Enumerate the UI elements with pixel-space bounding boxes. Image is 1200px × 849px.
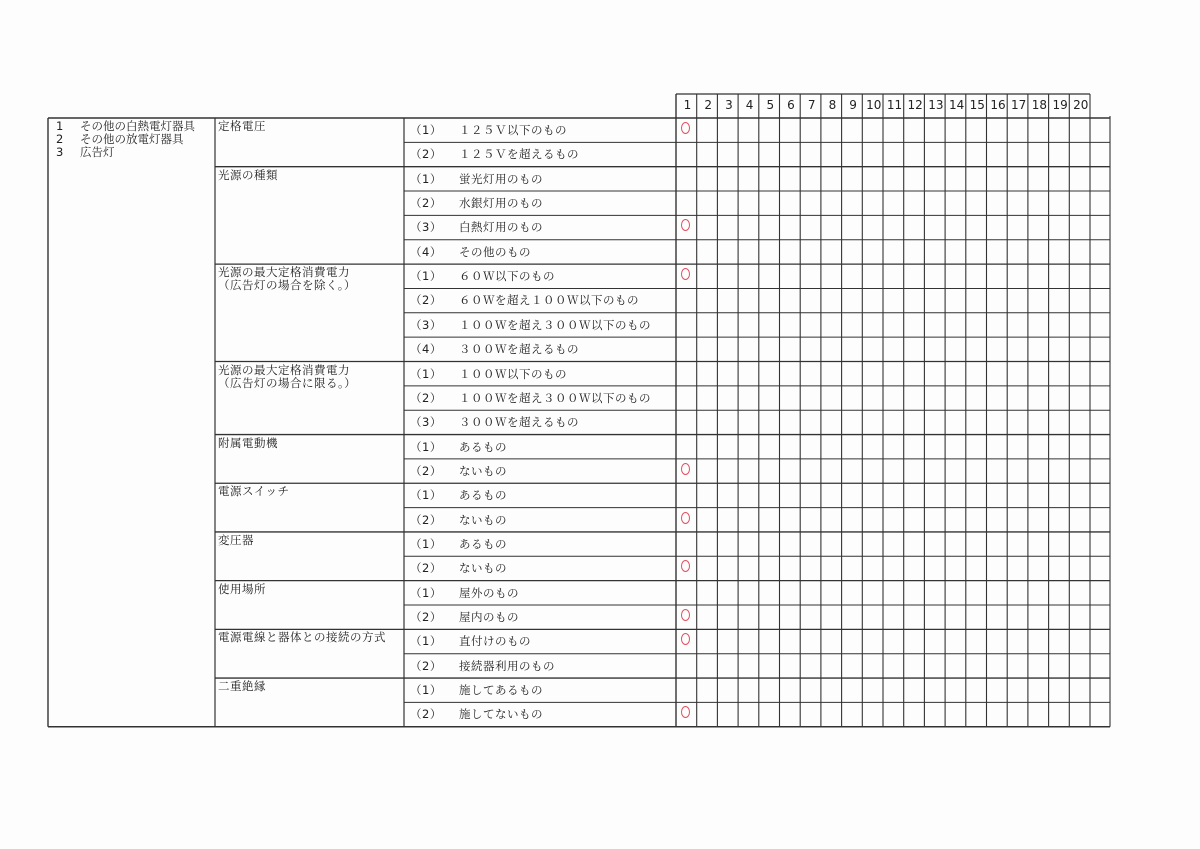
option-text: あるもの (459, 488, 507, 503)
option-code: （4） (410, 244, 442, 259)
attribute-name: 変圧器 (218, 532, 254, 547)
option-text: 屋内のもの (459, 610, 519, 624)
attribute-name: 光源の最大定格消費電力 (218, 362, 350, 377)
category-number: 3 (56, 145, 64, 159)
option-text: 施してあるもの (459, 683, 543, 698)
check-circle-mark (681, 122, 690, 134)
column-number: 6 (787, 98, 795, 112)
option-text: 接続器利用のもの (459, 658, 555, 673)
column-number: 18 (1031, 98, 1048, 112)
check-circle-mark (681, 268, 690, 280)
attribute-name: 電源スイッチ (218, 484, 290, 499)
option-text: １００Ｗ以下のもの (459, 366, 567, 381)
option-code: （2） (410, 658, 442, 673)
check-circle-mark (681, 609, 690, 621)
option-text: その他のもの (459, 244, 531, 259)
column-number: 19 (1052, 98, 1068, 112)
column-number: 20 (1073, 98, 1089, 112)
option-text: あるもの (459, 536, 507, 551)
attribute-name: 使用場所 (218, 581, 266, 596)
option-code: （2） (410, 610, 442, 624)
category-text: その他の放電灯器具 (80, 132, 184, 146)
option-code: （2） (410, 196, 442, 211)
attribute-name: 二重絶縁 (218, 679, 266, 694)
option-code: （2） (410, 293, 442, 308)
column-number: 10 (866, 98, 882, 112)
option-text: ３００Ｗを超えるもの (459, 415, 579, 430)
option-code: （2） (410, 463, 442, 478)
column-number: 1 (683, 98, 692, 112)
column-number: 11 (886, 98, 903, 112)
column-number: 3 (725, 98, 733, 112)
option-code: （1） (410, 488, 442, 503)
column-number: 14 (948, 98, 965, 112)
attribute-name: （広告灯の場合を除く。） (218, 278, 357, 293)
option-code: （1） (410, 439, 442, 454)
column-number: 2 (704, 98, 712, 112)
option-text: 屋外のもの (459, 585, 519, 600)
column-number: 5 (766, 98, 775, 112)
option-text: 白熱灯用のもの (459, 220, 543, 235)
option-text: ６０Ｗを超え１００Ｗ以下のもの (459, 293, 639, 308)
option-text: １２５Ｖ以下のもの (459, 123, 567, 137)
option-code: （3） (410, 317, 442, 332)
option-code: （1） (410, 269, 442, 284)
category-text: 広告灯 (80, 145, 115, 159)
option-text: ６０Ｗ以下のもの (459, 269, 555, 284)
category-number: 2 (56, 132, 64, 146)
attribute-name: 電源電線と器体との接続の方式 (218, 630, 386, 645)
option-text: 蛍光灯用のもの (459, 171, 543, 186)
column-number: 8 (828, 98, 837, 112)
option-text: ないもの (459, 512, 507, 527)
option-code: （2） (410, 561, 442, 576)
attribute-name: 附属電動機 (218, 435, 278, 450)
attribute-name: 光源の最大定格消費電力 (218, 265, 350, 280)
column-number: 7 (807, 98, 816, 112)
option-code: （2） (410, 390, 442, 405)
option-text: １２５Ｖを超えるもの (459, 147, 579, 162)
column-number: 13 (928, 98, 944, 112)
option-code: （1） (410, 171, 442, 186)
attribute-name: 光源の種類 (218, 167, 278, 182)
option-text: １００Ｗを超え３００Ｗ以下のもの (459, 317, 651, 332)
check-circle-mark (681, 463, 690, 475)
option-text: 施してないもの (459, 707, 543, 722)
option-code: （1） (410, 634, 442, 649)
option-code: （2） (410, 707, 442, 722)
column-number: 16 (990, 98, 1006, 112)
option-code: （3） (410, 220, 442, 235)
attribute-name: 定格電圧 (218, 119, 266, 133)
option-text: ３００Ｗを超えるもの (459, 342, 579, 357)
column-number: 4 (745, 98, 754, 112)
category-text: その他の白熱電灯器具 (80, 119, 195, 133)
option-text: ないもの (459, 561, 507, 576)
option-code: （1） (410, 123, 442, 137)
option-text: 水銀灯用のもの (459, 196, 543, 211)
column-number: 12 (907, 98, 923, 112)
option-text: あるもの (459, 439, 507, 454)
option-code: （1） (410, 585, 442, 600)
option-code: （3） (410, 415, 442, 430)
option-code: （2） (410, 512, 442, 527)
option-code: （1） (410, 366, 442, 381)
option-code: （1） (410, 536, 442, 551)
option-text: 直付けのもの (459, 634, 531, 649)
column-number: 9 (849, 98, 857, 112)
column-number: 17 (1011, 98, 1027, 112)
attribute-name: （広告灯の場合に限る。） (218, 375, 357, 390)
column-number: 15 (969, 98, 985, 112)
option-code: （4） (410, 342, 442, 357)
option-text: ないもの (459, 463, 507, 478)
option-text: １００Ｗを超え３００Ｗ以下のもの (459, 390, 651, 405)
option-code: （2） (410, 147, 442, 162)
check-circle-mark (681, 512, 690, 524)
option-code: （1） (410, 683, 442, 698)
category-number: 1 (56, 119, 64, 133)
